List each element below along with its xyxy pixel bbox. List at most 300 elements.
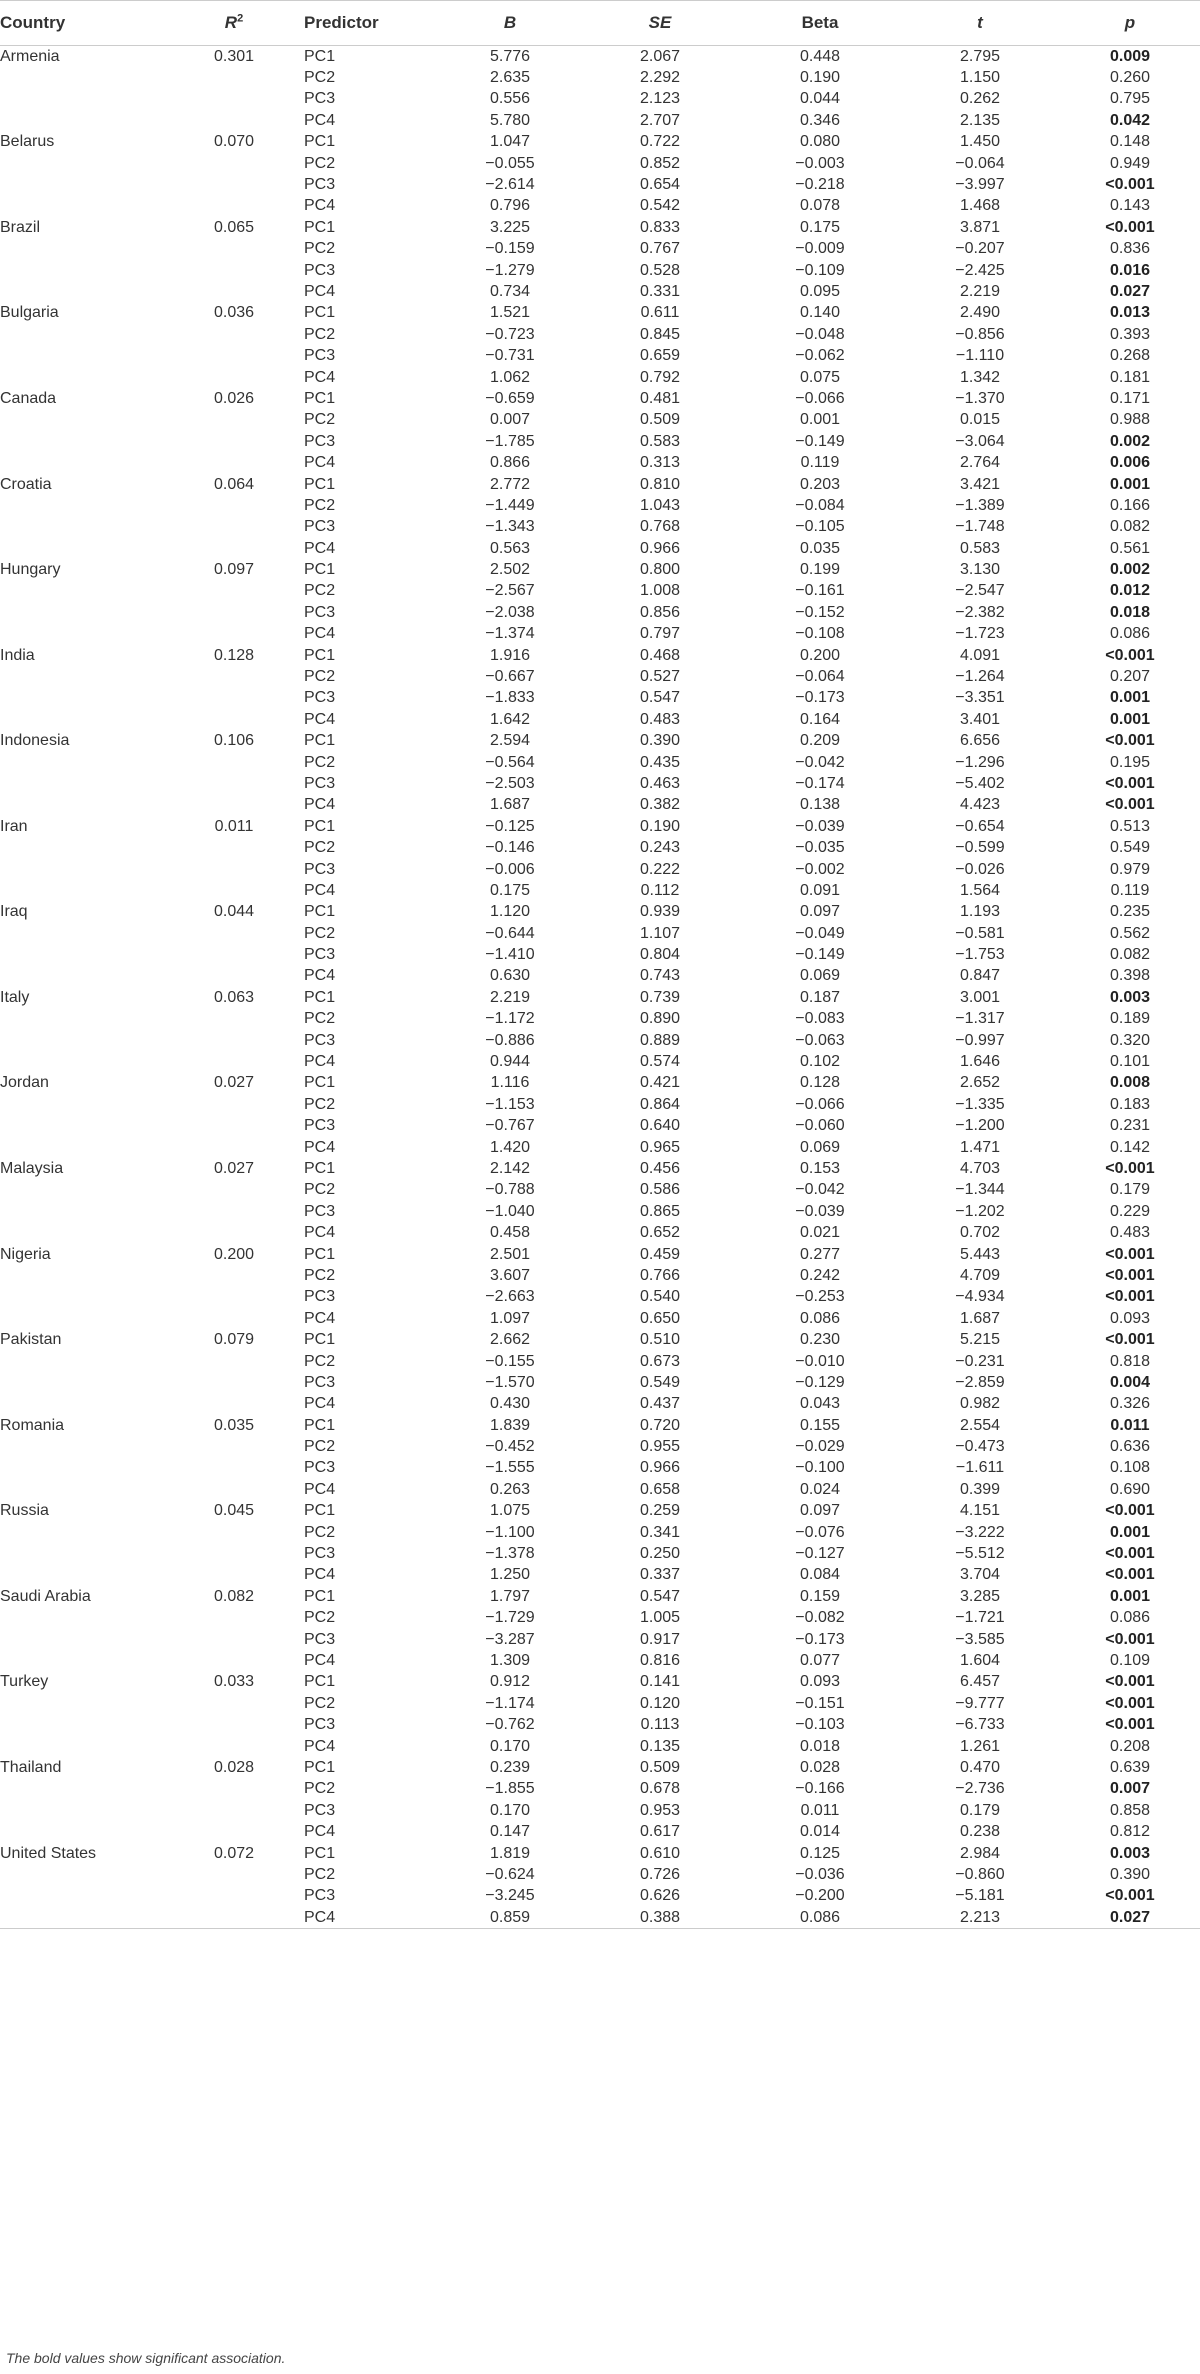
cell-t: 4.091 <box>959 646 1001 664</box>
table-row <box>0 1693 1200 1714</box>
cell-b: 2.219 <box>489 988 531 1006</box>
table-row <box>0 1779 1200 1800</box>
cell-beta: 0.014 <box>799 1823 841 1841</box>
cell-predictor: PC1 <box>304 133 336 151</box>
cell-b: 2.501 <box>489 1245 531 1263</box>
cell-p: 0.988 <box>1109 411 1151 429</box>
cell-p: 0.229 <box>1109 1202 1151 1220</box>
cell-predictor: PC1 <box>304 732 336 750</box>
cell-t: −1.370 <box>955 389 1005 407</box>
cell-country <box>0 1394 164 1415</box>
cell-country: Belarus <box>0 133 55 151</box>
table-row <box>0 1287 1200 1308</box>
cell-r2 <box>164 1201 304 1222</box>
cell-p: <0.001 <box>1105 1502 1155 1520</box>
cell-country <box>0 1137 164 1158</box>
cell-r2 <box>164 1094 304 1115</box>
cell-predictor: PC3 <box>304 1373 336 1391</box>
cell-beta: −0.129 <box>795 1373 845 1391</box>
cell-b: 0.430 <box>489 1395 531 1413</box>
cell-r2 <box>164 281 304 302</box>
cell-r2 <box>164 517 304 538</box>
cell-r2 <box>164 773 304 794</box>
table-row <box>0 260 1200 281</box>
cell-predictor: PC2 <box>304 1095 336 1113</box>
cell-r2: 0.033 <box>213 1673 255 1691</box>
cell-predictor: PC4 <box>304 625 336 643</box>
cell-p: <0.001 <box>1105 1266 1155 1284</box>
cell-country <box>0 1180 164 1201</box>
cell-predictor: PC2 <box>304 325 336 343</box>
cell-country <box>0 89 164 110</box>
cell-b: 2.142 <box>489 1160 531 1177</box>
cell-b: 3.225 <box>489 218 531 236</box>
cell-t: −2.382 <box>955 603 1005 621</box>
cell-beta: 0.190 <box>799 69 841 87</box>
cell-predictor: PC3 <box>304 1801 336 1819</box>
cell-p: <0.001 <box>1105 1245 1155 1263</box>
cell-country <box>0 1693 164 1714</box>
cell-beta: 0.200 <box>799 646 841 664</box>
cell-se: 0.966 <box>639 539 681 557</box>
cell-r2 <box>164 1821 304 1842</box>
cell-p: 0.231 <box>1109 1117 1151 1135</box>
cell-b: 2.635 <box>489 69 531 87</box>
cell-beta: −0.066 <box>795 389 845 407</box>
cell-country <box>0 859 164 880</box>
cell-se: 0.547 <box>639 689 681 707</box>
cell-predictor: PC2 <box>304 1352 336 1370</box>
cell-r2: 0.128 <box>213 646 255 664</box>
cell-predictor: PC3 <box>304 1031 336 1049</box>
cell-se: 1.043 <box>639 496 681 514</box>
cell-p: 0.235 <box>1109 903 1151 921</box>
cell-p: 0.001 <box>1109 475 1151 493</box>
cell-p: 0.018 <box>1109 603 1151 621</box>
cell-beta: −0.105 <box>795 518 845 536</box>
cell-country <box>0 1864 164 1885</box>
cell-se: 0.766 <box>639 1266 681 1284</box>
table-row <box>0 1565 1200 1586</box>
cell-beta: −0.127 <box>795 1545 845 1563</box>
cell-se: 0.459 <box>639 1245 681 1263</box>
table-row <box>0 795 1200 816</box>
cell-p: 0.636 <box>1109 1438 1151 1456</box>
cell-t: 2.652 <box>959 1074 1001 1092</box>
cell-b: −2.567 <box>485 582 535 600</box>
cell-country: Iraq <box>0 903 28 921</box>
cell-t: 1.564 <box>959 881 1001 899</box>
cell-p: 0.001 <box>1109 1587 1151 1605</box>
cell-country <box>0 1629 164 1650</box>
cell-country <box>0 923 164 944</box>
cell-country: India <box>0 646 35 664</box>
cell-country <box>0 1351 164 1372</box>
cell-r2: 0.065 <box>213 218 255 236</box>
cell-country <box>0 837 164 858</box>
cell-t: −1.721 <box>955 1609 1005 1627</box>
cell-beta: −0.039 <box>795 1202 845 1220</box>
cell-p: 0.795 <box>1109 90 1151 108</box>
table-row <box>0 1843 1200 1864</box>
cell-r2: 0.026 <box>213 389 255 407</box>
cell-b: −0.006 <box>485 860 535 878</box>
cell-b: 1.097 <box>489 1309 531 1327</box>
cell-predictor: PC4 <box>304 111 336 129</box>
cell-beta: −0.002 <box>795 860 845 878</box>
cell-beta: 0.153 <box>799 1160 841 1177</box>
cell-b: 0.239 <box>489 1758 531 1776</box>
table-row <box>0 239 1200 260</box>
cell-b: −0.452 <box>485 1438 535 1456</box>
cell-se: 0.890 <box>639 1010 681 1028</box>
cell-r2: 0.301 <box>213 47 255 65</box>
cell-se: 0.845 <box>639 325 681 343</box>
cell-se: 0.528 <box>639 261 681 279</box>
cell-predictor: PC3 <box>304 603 336 621</box>
cell-t: 1.450 <box>959 133 1001 151</box>
cell-b: −0.564 <box>485 753 535 771</box>
cell-t: −0.026 <box>955 860 1005 878</box>
cell-t: 0.982 <box>959 1395 1001 1413</box>
cell-predictor: PC2 <box>304 1438 336 1456</box>
table-row <box>0 1586 1200 1607</box>
cell-country: Romania <box>0 1416 65 1434</box>
cell-country <box>0 281 164 302</box>
cell-t: −3.351 <box>955 689 1005 707</box>
table-footnote: The bold values show significant association. <box>6 2350 286 2366</box>
cell-predictor: PC4 <box>304 282 336 300</box>
cell-t: −2.425 <box>955 261 1005 279</box>
cell-country <box>0 324 164 345</box>
table-row <box>0 1821 1200 1842</box>
cell-country <box>0 1372 164 1393</box>
cell-t: −1.611 <box>955 1459 1005 1477</box>
cell-b: −2.614 <box>485 176 535 194</box>
cell-country: United States <box>0 1844 97 1862</box>
cell-country <box>0 67 164 88</box>
cell-t: 0.238 <box>959 1823 1001 1841</box>
cell-b: 2.662 <box>489 1331 531 1349</box>
cell-t: −1.200 <box>955 1117 1005 1135</box>
cell-b: 1.420 <box>489 1138 531 1156</box>
cell-country <box>0 666 164 687</box>
cell-r2 <box>164 1907 304 1929</box>
cell-se: 0.542 <box>639 197 681 215</box>
cell-predictor: PC2 <box>304 1865 336 1883</box>
cell-se: 1.008 <box>639 582 681 600</box>
cell-r2 <box>164 174 304 195</box>
header-country: Country <box>0 1 164 46</box>
cell-p: <0.001 <box>1105 1545 1155 1563</box>
cell-b: −1.279 <box>485 261 535 279</box>
cell-p: <0.001 <box>1105 1716 1155 1734</box>
table-row <box>0 987 1200 1008</box>
cell-predictor: PC3 <box>304 347 336 365</box>
cell-se: 2.067 <box>639 47 681 65</box>
cell-country <box>0 239 164 260</box>
cell-t: 3.130 <box>959 561 1001 579</box>
cell-predictor: PC2 <box>304 1010 336 1028</box>
cell-b: 2.594 <box>489 732 531 750</box>
cell-p: 0.011 <box>1110 1416 1150 1434</box>
cell-se: 0.611 <box>640 304 680 322</box>
cell-b: −0.886 <box>485 1031 535 1049</box>
cell-t: 1.342 <box>959 368 1001 386</box>
cell-t: 2.764 <box>959 454 1001 472</box>
table-row <box>0 517 1200 538</box>
cell-r2 <box>164 1779 304 1800</box>
cell-p: 0.690 <box>1109 1480 1151 1498</box>
table-row <box>0 1415 1200 1436</box>
cell-t: −1.296 <box>955 753 1005 771</box>
cell-p: 0.119 <box>1110 881 1150 899</box>
cell-b: 1.309 <box>489 1651 531 1669</box>
cell-t: −1.202 <box>955 1202 1005 1220</box>
cell-se: 0.852 <box>639 154 681 172</box>
cell-predictor: PC4 <box>304 1309 336 1327</box>
cell-country <box>0 624 164 645</box>
cell-predictor: PC4 <box>304 1480 336 1498</box>
cell-t: −3.222 <box>955 1523 1005 1541</box>
cell-p: 0.108 <box>1109 1459 1151 1477</box>
cell-country: Hungary <box>0 561 61 579</box>
cell-b: 1.521 <box>489 304 531 322</box>
cell-se: 0.112 <box>640 881 680 899</box>
cell-b: −1.040 <box>485 1202 535 1220</box>
cell-country <box>0 1201 164 1222</box>
cell-predictor: PC2 <box>304 1694 336 1712</box>
cell-t: 0.583 <box>959 539 1001 557</box>
cell-r2 <box>164 1800 304 1821</box>
cell-beta: 0.140 <box>799 304 841 322</box>
cell-r2: 0.079 <box>213 1331 255 1349</box>
cell-t: 3.704 <box>959 1566 1001 1584</box>
cell-p: 0.008 <box>1109 1074 1151 1092</box>
cell-country <box>0 752 164 773</box>
cell-predictor: PC1 <box>304 47 336 65</box>
cell-r2 <box>164 538 304 559</box>
cell-beta: 0.077 <box>799 1651 841 1669</box>
cell-country <box>0 581 164 602</box>
cell-country <box>0 1436 164 1457</box>
cell-predictor: PC1 <box>304 1844 336 1862</box>
cell-t: −0.997 <box>955 1031 1005 1049</box>
cell-predictor: PC1 <box>304 1074 336 1092</box>
table-row <box>0 559 1200 580</box>
cell-country: Saudi Arabia <box>0 1587 91 1605</box>
cell-t: 0.179 <box>959 1801 1001 1819</box>
cell-se: 0.856 <box>639 603 681 621</box>
cell-beta: −0.042 <box>795 753 845 771</box>
cell-country: Croatia <box>0 475 52 493</box>
cell-r2: 0.044 <box>213 903 255 921</box>
table-row <box>0 837 1200 858</box>
cell-p: 0.001 <box>1109 689 1151 707</box>
header-se <box>580 1 740 46</box>
cell-beta: 0.018 <box>799 1737 841 1755</box>
cell-r2: 0.027 <box>213 1074 255 1092</box>
cell-predictor: PC1 <box>304 1673 336 1691</box>
cell-country: Nigeria <box>0 1245 51 1263</box>
cell-predictor: PC3 <box>304 1630 336 1648</box>
cell-se: 0.792 <box>639 368 681 386</box>
cell-se: 0.768 <box>639 518 681 536</box>
table-row <box>0 1522 1200 1543</box>
cell-predictor: PC2 <box>304 1181 336 1199</box>
cell-r2 <box>164 1714 304 1735</box>
cell-b: −0.624 <box>485 1865 535 1883</box>
cell-b: −0.667 <box>485 668 535 686</box>
cell-p: 0.166 <box>1109 496 1151 514</box>
cell-country <box>0 1030 164 1051</box>
cell-predictor: PC3 <box>304 1117 336 1135</box>
cell-p: 0.004 <box>1109 1373 1151 1391</box>
cell-country <box>0 795 164 816</box>
cell-se: 0.917 <box>639 1630 681 1648</box>
cell-beta: 0.097 <box>799 903 841 921</box>
cell-predictor: PC1 <box>304 1758 336 1776</box>
cell-t: −5.181 <box>955 1887 1005 1905</box>
cell-predictor: PC2 <box>304 1780 336 1798</box>
cell-beta: 0.187 <box>799 988 841 1006</box>
cell-r2 <box>164 1287 304 1308</box>
cell-predictor: PC3 <box>304 1545 336 1563</box>
cell-predictor: PC1 <box>304 817 336 835</box>
cell-p: <0.001 <box>1105 1673 1155 1691</box>
table-body <box>0 46 1200 1929</box>
table-row <box>0 196 1200 217</box>
cell-t: 3.285 <box>959 1587 1001 1605</box>
cell-country <box>0 110 164 131</box>
cell-predictor: PC2 <box>304 496 336 514</box>
table-row <box>0 1714 1200 1735</box>
cell-predictor: PC4 <box>304 1823 336 1841</box>
cell-p: 0.027 <box>1109 282 1151 300</box>
cell-predictor: PC4 <box>304 1138 336 1156</box>
cell-predictor: PC3 <box>304 1887 336 1905</box>
cell-se: 0.574 <box>639 1053 681 1071</box>
table-row <box>0 367 1200 388</box>
cell-se: 0.833 <box>639 218 681 236</box>
cell-beta: 0.155 <box>799 1416 841 1434</box>
cell-se: 0.953 <box>639 1801 681 1819</box>
cell-beta: −0.083 <box>795 1010 845 1028</box>
cell-b: 0.263 <box>489 1480 531 1498</box>
cell-p: <0.001 <box>1105 1160 1155 1177</box>
cell-beta: −0.149 <box>795 432 845 450</box>
cell-b: −1.449 <box>485 496 535 514</box>
cell-t: 5.215 <box>959 1331 1001 1349</box>
table-row <box>0 816 1200 837</box>
cell-r2 <box>164 795 304 816</box>
cell-predictor: PC4 <box>304 881 336 899</box>
cell-beta: 0.119 <box>800 454 840 472</box>
cell-se: 2.707 <box>639 111 681 129</box>
cell-r2 <box>164 1137 304 1158</box>
cell-r2 <box>164 367 304 388</box>
cell-r2 <box>164 260 304 281</box>
cell-r2: 0.063 <box>213 988 255 1006</box>
cell-t: −0.860 <box>955 1865 1005 1883</box>
cell-country <box>0 602 164 623</box>
cell-beta: 0.078 <box>799 197 841 215</box>
cell-r2 <box>164 837 304 858</box>
table-row <box>0 581 1200 602</box>
cell-se: 0.243 <box>639 839 681 857</box>
cell-p: 0.189 <box>1109 1010 1151 1028</box>
cell-r2 <box>164 752 304 773</box>
cell-b: 0.556 <box>489 90 531 108</box>
cell-p: <0.001 <box>1105 1694 1155 1712</box>
cell-t: −4.934 <box>955 1288 1005 1306</box>
cell-predictor: PC2 <box>304 1266 336 1284</box>
cell-beta: 0.021 <box>799 1224 841 1242</box>
cell-r2 <box>164 324 304 345</box>
cell-beta: 0.209 <box>799 732 841 750</box>
cell-predictor: PC4 <box>304 1737 336 1755</box>
cell-beta: −0.166 <box>795 1780 845 1798</box>
cell-se: 0.720 <box>639 1416 681 1434</box>
cell-r2 <box>164 1543 304 1564</box>
cell-t: −1.110 <box>955 347 1005 365</box>
cell-country <box>0 1522 164 1543</box>
table-row <box>0 709 1200 730</box>
cell-b: −2.503 <box>485 774 535 792</box>
cell-country <box>0 174 164 195</box>
cell-country <box>0 1308 164 1329</box>
table-row <box>0 474 1200 495</box>
cell-t: −1.335 <box>955 1095 1005 1113</box>
cell-se: 0.549 <box>639 1373 681 1391</box>
cell-se: 0.586 <box>639 1181 681 1199</box>
cell-p: 0.082 <box>1109 518 1151 536</box>
cell-country <box>0 153 164 174</box>
header-r2-base: R <box>224 13 238 32</box>
cell-beta: −0.063 <box>795 1031 845 1049</box>
table-row <box>0 1116 1200 1137</box>
cell-se: 0.659 <box>639 347 681 365</box>
cell-se: 0.481 <box>639 389 681 407</box>
table-row <box>0 666 1200 687</box>
cell-b: −0.055 <box>485 154 535 172</box>
cell-b: 1.062 <box>489 368 531 386</box>
cell-r2 <box>164 666 304 687</box>
cell-country <box>0 709 164 730</box>
cell-r2 <box>164 110 304 131</box>
cell-predictor: PC4 <box>304 796 336 814</box>
cell-b: −2.663 <box>485 1288 535 1306</box>
cell-t: −0.207 <box>955 240 1005 258</box>
cell-b: −1.172 <box>485 1010 535 1028</box>
cell-p: 0.009 <box>1109 47 1151 65</box>
cell-b: 2.502 <box>489 561 531 579</box>
cell-country <box>0 1907 164 1929</box>
cell-p: 0.181 <box>1109 368 1151 386</box>
cell-t: 1.687 <box>959 1309 1001 1327</box>
cell-beta: 0.001 <box>799 411 841 429</box>
cell-se: 0.583 <box>639 432 681 450</box>
cell-beta: −0.064 <box>795 668 845 686</box>
cell-se: 0.421 <box>639 1074 681 1092</box>
cell-t: 3.871 <box>959 218 1001 236</box>
cell-r2 <box>164 1180 304 1201</box>
cell-b: −1.374 <box>485 625 535 643</box>
cell-beta: −0.152 <box>795 603 845 621</box>
cell-predictor: PC4 <box>304 454 336 472</box>
cell-p: <0.001 <box>1105 796 1155 814</box>
cell-p: 0.183 <box>1109 1095 1151 1113</box>
